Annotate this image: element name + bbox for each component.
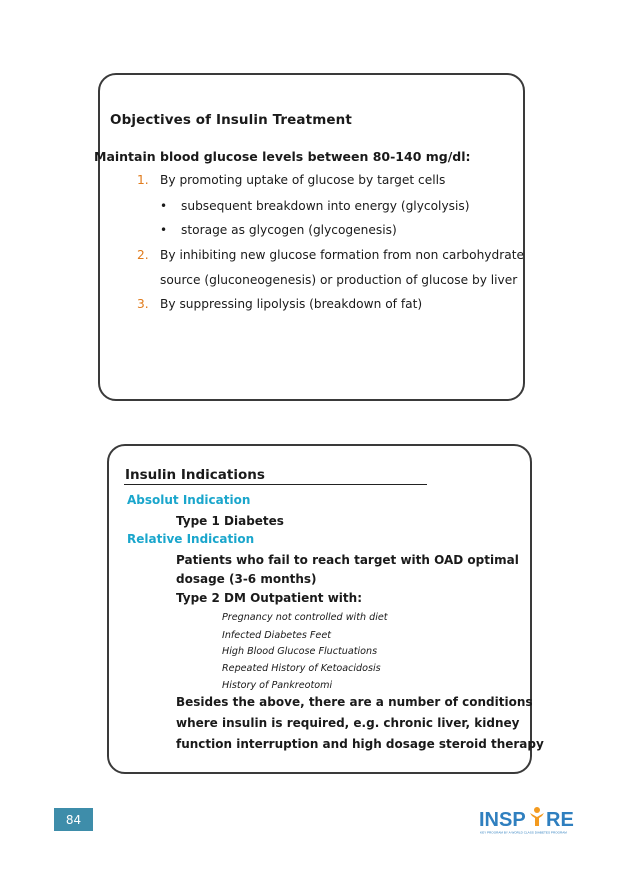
logo-text-right: RE (546, 809, 574, 831)
bullet-mark: • (160, 223, 168, 237)
item-number: 2. (137, 248, 149, 262)
objective-item-2-line2: source (gluconeogenesis) or production of glucose by liver (160, 273, 518, 287)
bullet-mark: • (160, 199, 168, 213)
item-number: 3. (137, 297, 149, 311)
besides-line-1: Besides the above, there are a number of conditions (176, 695, 533, 709)
absolute-indication-item: Type 1 Diabetes (176, 514, 284, 528)
person-icon (530, 807, 544, 826)
item-number: 1. (137, 173, 149, 187)
logo-tagline: KEY PROGRAM BY A WORLD CLASS DIABETES PROGRAM (480, 830, 567, 835)
objectives-lead: Maintain blood glucose levels between 80-140 mg/dl: (94, 149, 471, 164)
objective-item-2 (137, 248, 149, 262)
objective-item-3-text: By suppressing lipolysis (breakdown of fat) (160, 297, 423, 311)
objectives-title: Objectives of Insulin Treatment (110, 112, 352, 128)
logo-text-left: INSP (479, 809, 526, 831)
type2-item: Infected Diabetes Feet (222, 630, 331, 641)
objective-item-1 (137, 173, 149, 187)
relative-line-2: dosage (3-6 months) (176, 572, 317, 586)
type2-item: History of Pankreotomi (222, 680, 333, 691)
page-number: 84 (65, 812, 82, 827)
besides-line-2: where insulin is required, e.g. chronic liver, kidney (176, 716, 520, 730)
title-underline (124, 484, 427, 485)
objective-item-3 (137, 297, 149, 311)
type2-item: High Blood Glucose Fluctuations (222, 646, 378, 657)
indications-title: Insulin Indications (125, 467, 265, 483)
page-number-badge (54, 808, 93, 831)
objective-item-1-text: By promoting uptake of glucose by target cells (160, 173, 446, 187)
relative-indication-label: Relative Indication (127, 532, 255, 546)
bullet-item-1: subsequent breakdown into energy (glycolysis) (181, 199, 470, 213)
besides-line-3: function interruption and high dosage steroid therapy (176, 737, 544, 751)
type2-item: Pregnancy not controlled with diet (222, 612, 388, 623)
inspire-logo (478, 805, 594, 835)
type2-label: Type 2 DM Outpatient with: (176, 591, 362, 605)
relative-line-1: Patients who fail to reach target with OAD optimal (176, 553, 519, 567)
objective-item-2-line1: By inhibiting new glucose formation from non carbohydrate (160, 248, 524, 262)
type2-item: Repeated History of Ketoacidosis (222, 663, 381, 674)
absolute-indication-label: Absolut Indication (127, 493, 251, 507)
bullet-item-2: storage as glycogen (glycogenesis) (181, 223, 397, 237)
